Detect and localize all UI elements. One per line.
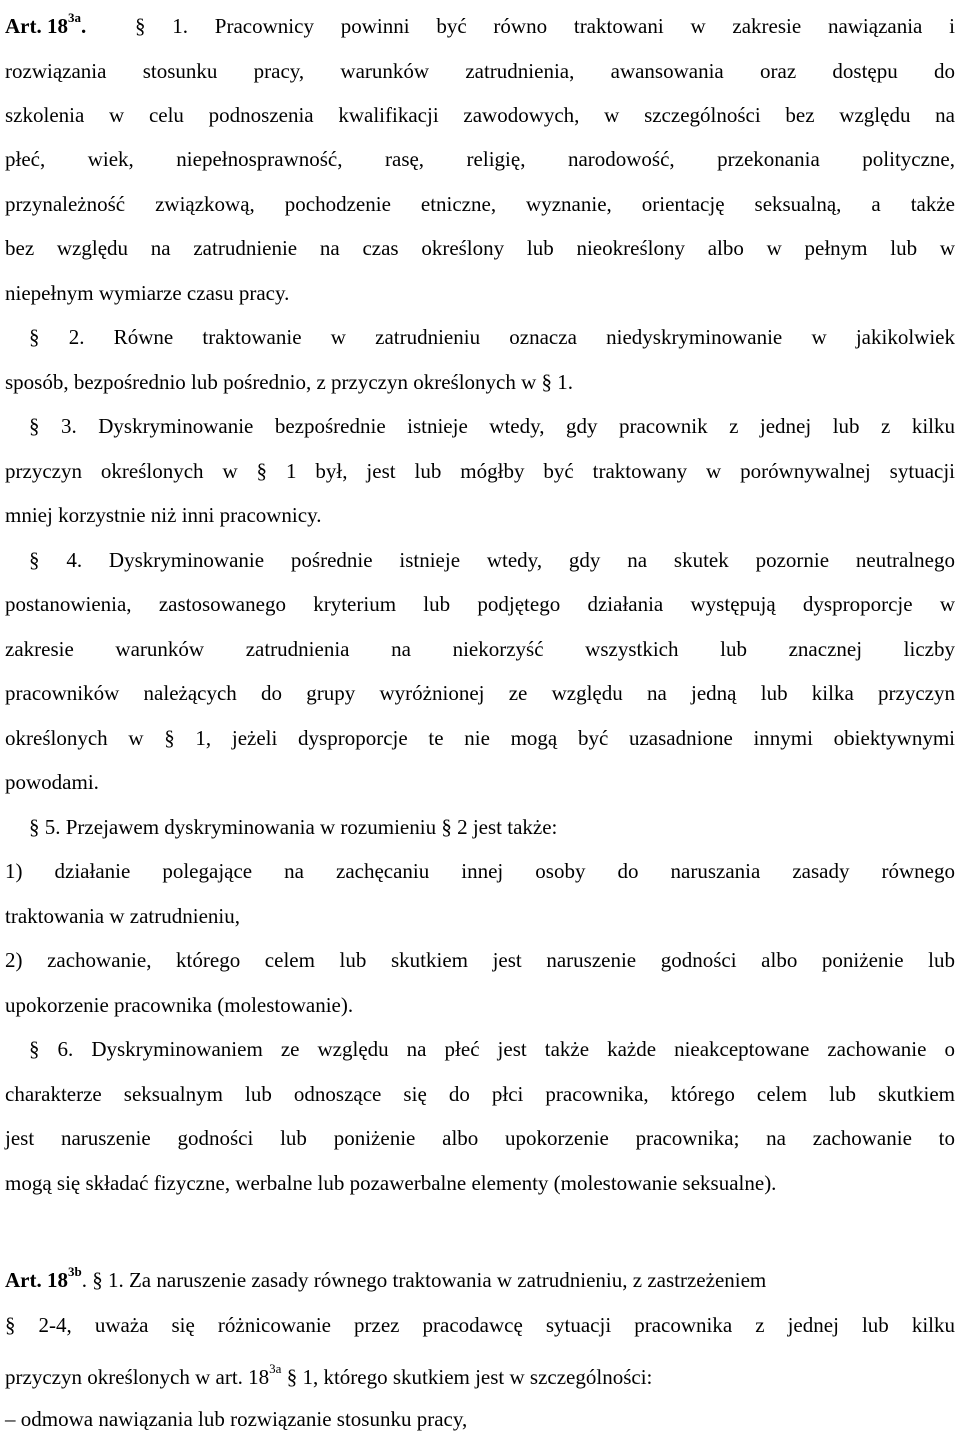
paragraph-6-line: § 6. Dyskryminowaniem ze względu na płeć jest także każde nieakceptowane zachowanie o [29,1037,955,1061]
paragraph-6-line: jest naruszenie godności lub poniżenie albo upokorzenie pracownika; na zachowanie to [5,1126,955,1150]
paragraph-4-line: powodami. [5,770,99,794]
paragraph-3-line: § 3. Dyskryminowanie bezpośrednie istnieje wtedy, gdy pracownik z jednej lub z kilku [29,414,955,438]
reference-superscript: 3a [269,1361,282,1376]
paragraph-4-line: pracowników należących do grupy wyróżnionej ze względu na jedną lub kilka przyczyn [5,681,955,705]
art-18-3b-list-item: – odmowa nawiązania lub rozwiązanie stosunku pracy, [5,1407,468,1431]
art-18-3b-line: przyczyn określonych w art. $18^{3a}$ § 1, którego skutkiem jest w szczególności: [5,1361,653,1389]
list-item-line: traktowania w zatrudnieniu, [5,904,240,928]
paragraph-6-line: charakterze seksualnym lub odnoszące się do płci pracownika, którego celem lub skutkiem [5,1082,955,1106]
paragraph-1-line: szkolenia w celu podnoszenia kwalifikacji zawodowych, w szczególności bez względu na [5,103,955,127]
list-item-line: 2) zachowanie, którego celem lub skutkiem jest naruszenie godności albo poniżenie lub [5,948,955,972]
paragraph-4-line: postanowienia, zastosowanego kryterium lub podjętego działania występują dysproporcje w [5,592,955,616]
paragraph-2-line: sposób, bezpośrednio lub pośrednio, z przyczyn określonych w § 1. [5,370,574,394]
art-18-3b-heading-text: . § 1. Za naruszenie zasady równego traktowania w zatrudnieniu, z zastrzeżeniem [81,1268,767,1292]
paragraph-1-line: § 1. Pracownicy powinni być równo traktowani w zakresie nawiązania i [135,14,955,38]
article-label: Art. $18^{3b}$ [5,1264,82,1292]
paragraph-6-line: mogą się składać fizyczne, werbalne lub pozawerbalne elementy (molestowanie seksualne). [5,1171,777,1195]
paragraph-4-line: § 4. Dyskryminowanie pośrednie istnieje wtedy, gdy na skutek pozornie neutralnego [29,548,955,572]
paragraph-3-line: mniej korzystnie niż inni pracownicy. [5,503,322,527]
paragraph-2-line: § 2. Równe traktowanie w zatrudnieniu oznacza niedyskryminowanie w jakikolwiek [29,325,955,349]
list-item-line: upokorzenie pracownika (molestowanie). [5,993,354,1017]
art-18-3b-line: § 2-4, uważa się różnicowanie przez pracodawcę sytuacji pracownika z jednej lub kilku [5,1313,955,1337]
paragraph-1-line: rozwiązania stosunku pracy, warunków zatrudnienia, awansowania oraz dostępu do [5,59,955,83]
article-superscript: 3a [67,10,81,25]
paragraph-3-line: przyczyn określonych w § 1 był, jest lub mógłby być traktowany w porównywalnej sytuacji [5,459,955,483]
paragraph-1-line: bez względu na zatrudnienie na czas określony lub nieokreślony albo w pełnym lub w [5,236,955,260]
art-18-3b-first-line [5,1265,955,1295]
article-label: Art. $18^{3a}$. [5,10,87,38]
list-item-line: 1) działanie polegające na zachęcaniu innej osoby do naruszania zasady równego [5,859,955,883]
paragraph-4-line: zakresie warunków zatrudnienia na niekorzyść wszystkich lub znacznej liczby [5,637,955,661]
paragraph-5-line: § 5. Przejawem dyskryminowania w rozumieniu § 2 jest także: [29,815,558,839]
paragraph-1-line: płeć, wiek, niepełnosprawność, rasę, religię, narodowość, przekonania polityczne, [5,147,955,171]
paragraph-1-line: przynależność związkową, pochodzenie etniczne, wyznanie, orientację seksualną, a także [5,192,955,216]
article-superscript: 3b [67,1264,82,1279]
paragraph-1-line: niepełnym wymiarze czasu pracy. [5,281,290,305]
paragraph-4-line: określonych w § 1, jeżeli dysproporcje te nie mogą być uzasadnione innymi obiektywnymi [5,726,955,750]
